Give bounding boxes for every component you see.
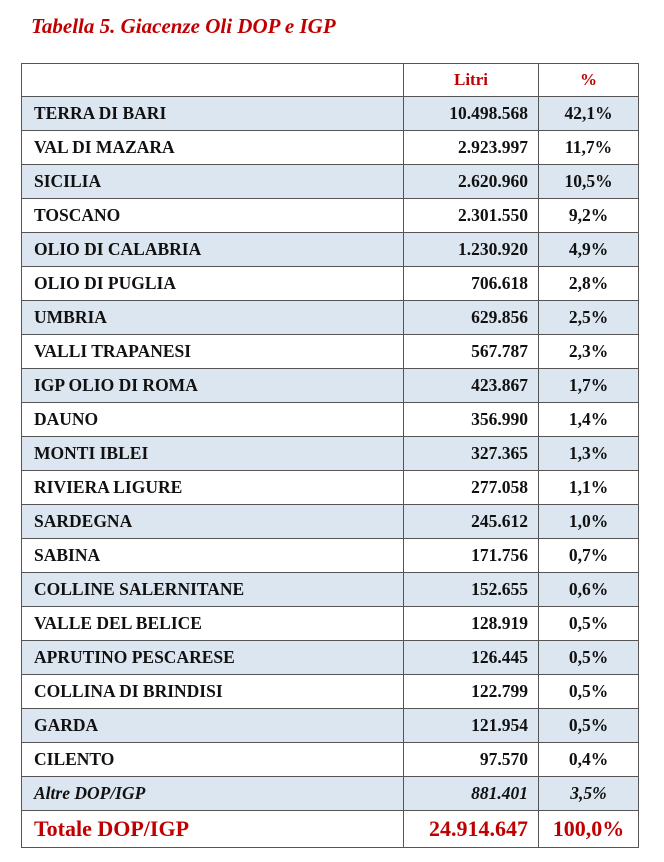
table-row: [22, 403, 639, 437]
cell-pct: 42,1%: [539, 97, 639, 131]
table-title: Tabella 5. Giacenze Oli DOP e IGP: [31, 14, 336, 38]
cell-name: OLIO DI PUGLIA: [22, 267, 404, 301]
cell-litri: 1.230.920: [404, 233, 539, 267]
cell-pct: 0,5%: [539, 607, 639, 641]
cell-pct: 9,2%: [539, 199, 639, 233]
cell-litri: 171.756: [404, 539, 539, 573]
table-row: [22, 641, 639, 675]
cell-name: SARDEGNA: [22, 505, 404, 539]
cell-litri: 122.799: [404, 675, 539, 709]
cell-name: MONTI IBLEI: [22, 437, 404, 471]
table-row: [22, 471, 639, 505]
header-pct: %: [539, 64, 639, 97]
cell-name: VALLI TRAPANESI: [22, 335, 404, 369]
cell-pct: 100,0%: [539, 811, 639, 848]
table-row: [22, 233, 639, 267]
cell-pct: 2,8%: [539, 267, 639, 301]
cell-name: DAUNO: [22, 403, 404, 437]
cell-pct: 0,5%: [539, 709, 639, 743]
giacenze-table: [21, 63, 639, 848]
cell-name: TERRA DI BARI: [22, 97, 404, 131]
cell-litri: 277.058: [404, 471, 539, 505]
cell-litri: 121.954: [404, 709, 539, 743]
cell-litri: 245.612: [404, 505, 539, 539]
table-row: [22, 675, 639, 709]
cell-litri: 152.655: [404, 573, 539, 607]
cell-pct: 1,4%: [539, 403, 639, 437]
header-name: [22, 64, 404, 97]
cell-name: VALLE DEL BELICE: [22, 607, 404, 641]
cell-pct: 0,5%: [539, 675, 639, 709]
cell-litri: 24.914.647: [404, 811, 539, 848]
table-row: [22, 607, 639, 641]
cell-name: Altre DOP/IGP: [22, 777, 404, 811]
cell-litri: 356.990: [404, 403, 539, 437]
cell-pct: 1,7%: [539, 369, 639, 403]
table-row: [22, 199, 639, 233]
table-row: [22, 335, 639, 369]
cell-litri: 97.570: [404, 743, 539, 777]
table-row: [22, 369, 639, 403]
total-row: [22, 811, 639, 848]
cell-name: CILENTO: [22, 743, 404, 777]
cell-name: COLLINA DI BRINDISI: [22, 675, 404, 709]
table-row: [22, 165, 639, 199]
cell-name: SICILIA: [22, 165, 404, 199]
cell-name: GARDA: [22, 709, 404, 743]
cell-name: TOSCANO: [22, 199, 404, 233]
cell-pct: 11,7%: [539, 131, 639, 165]
cell-pct: 0,5%: [539, 641, 639, 675]
cell-litri: 423.867: [404, 369, 539, 403]
table-row: [22, 131, 639, 165]
cell-litri: 706.618: [404, 267, 539, 301]
cell-litri: 327.365: [404, 437, 539, 471]
cell-name: UMBRIA: [22, 301, 404, 335]
cell-litri: 126.445: [404, 641, 539, 675]
table-row: [22, 301, 639, 335]
table-row: [22, 743, 639, 777]
cell-pct: 0,4%: [539, 743, 639, 777]
cell-name: OLIO DI CALABRIA: [22, 233, 404, 267]
cell-name: VAL DI MAZARA: [22, 131, 404, 165]
cell-litri: 2.923.997: [404, 131, 539, 165]
cell-name: RIVIERA LIGURE: [22, 471, 404, 505]
table-row: [22, 539, 639, 573]
cell-pct: 4,9%: [539, 233, 639, 267]
cell-litri: 2.301.550: [404, 199, 539, 233]
cell-name: Totale DOP/IGP: [22, 811, 404, 848]
cell-pct: 1,3%: [539, 437, 639, 471]
table-row: [22, 505, 639, 539]
cell-litri: 10.498.568: [404, 97, 539, 131]
cell-litri: 881.401: [404, 777, 539, 811]
cell-name: APRUTINO PESCARESE: [22, 641, 404, 675]
cell-pct: 2,3%: [539, 335, 639, 369]
table-row: [22, 267, 639, 301]
cell-name: IGP OLIO DI ROMA: [22, 369, 404, 403]
cell-pct: 0,7%: [539, 539, 639, 573]
cell-litri: 567.787: [404, 335, 539, 369]
cell-pct: 0,6%: [539, 573, 639, 607]
cell-name: SABINA: [22, 539, 404, 573]
table-row: [22, 573, 639, 607]
header-row: [22, 64, 639, 97]
cell-pct: 10,5%: [539, 165, 639, 199]
table-row: [22, 709, 639, 743]
cell-pct: 3,5%: [539, 777, 639, 811]
cell-pct: 1,0%: [539, 505, 639, 539]
other-row: [22, 777, 639, 811]
cell-litri: 629.856: [404, 301, 539, 335]
cell-litri: 2.620.960: [404, 165, 539, 199]
cell-pct: 2,5%: [539, 301, 639, 335]
table-row: [22, 437, 639, 471]
table-row: [22, 97, 639, 131]
cell-pct: 1,1%: [539, 471, 639, 505]
cell-name: COLLINE SALERNITANE: [22, 573, 404, 607]
cell-litri: 128.919: [404, 607, 539, 641]
header-litri: Litri: [404, 64, 539, 97]
